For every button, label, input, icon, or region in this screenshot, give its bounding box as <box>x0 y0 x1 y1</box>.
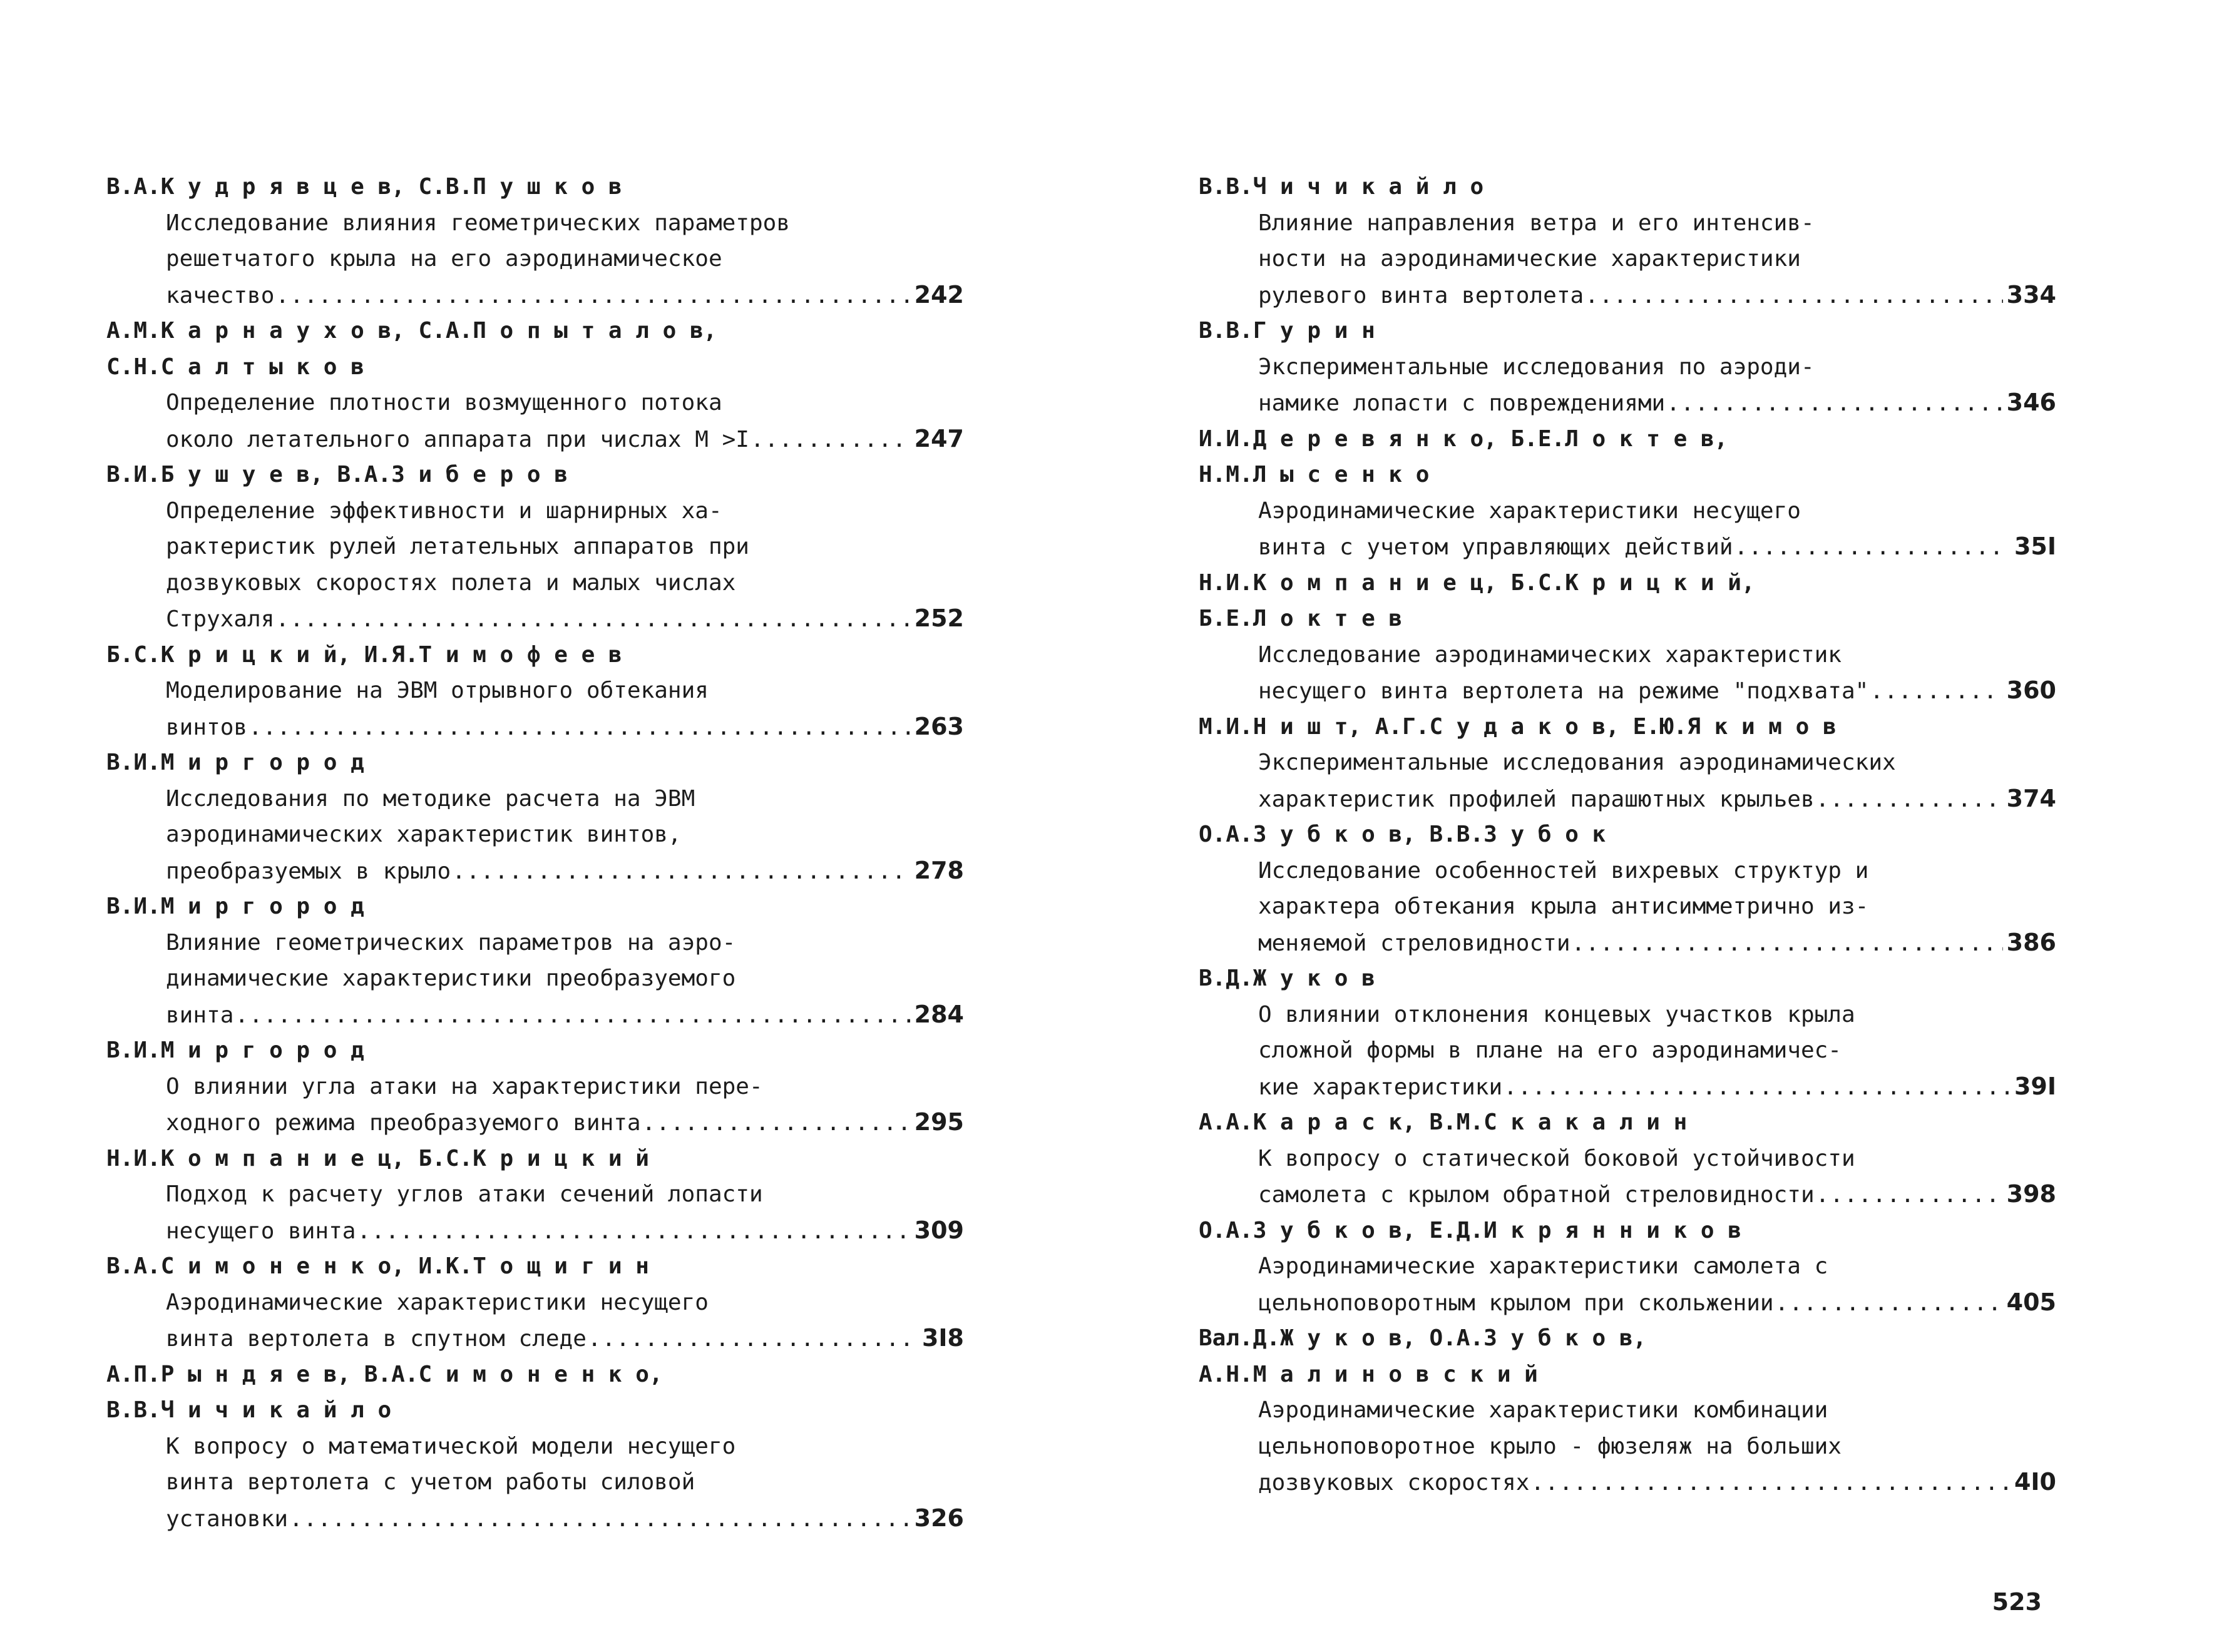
entry-title-last-line <box>106 853 964 889</box>
entry-authors: О.А.З у б к о в, Е.Д.И к р я н н и к о в <box>1199 1217 1741 1243</box>
entry-title-last-line <box>106 1213 964 1249</box>
entry-title-text: несущего винта <box>166 1218 356 1244</box>
entry-title-line: Аэродинамические характеристики самолета с <box>1258 1253 1828 1279</box>
entry-authors: В.В.Г у р и н <box>1199 318 1375 344</box>
entry-title-line: Влияние геометрических параметров на аэро- <box>166 929 736 956</box>
entry-title-text: кие характеристики <box>1258 1074 1503 1100</box>
entry-authors: М.И.Н и ш т, А.Г.С у д а к о в, Е.Ю.Я к и м о в <box>1199 713 1837 740</box>
entry-authors: Вал.Д.Ж у к о в, О.А.З у б к о в, <box>1199 1325 1647 1351</box>
toc-entry <box>106 313 964 457</box>
entry-title-last-line <box>1199 1464 2056 1501</box>
entry-title-line: характера обтекания крыла антисимметрично из- <box>1258 894 1869 919</box>
entry-page-number: 398 <box>2006 1180 2056 1208</box>
toc-entry <box>106 1141 964 1249</box>
toc-entry <box>1199 169 2056 313</box>
toc-entry <box>106 1032 964 1141</box>
right-column <box>1199 169 2056 1501</box>
entry-title-text: около летательного аппарата при числах М >I <box>166 426 749 452</box>
entry-title-text: дозвуковых скоростях <box>1258 1470 1530 1496</box>
entry-title-line: рактеристик рулей летательных аппаратов при <box>166 534 749 559</box>
toc-entry <box>106 169 964 313</box>
toc-entry <box>1199 961 2056 1104</box>
entry-page-number: 326 <box>914 1504 964 1532</box>
entry-title-line: О влиянии отклонения концевых участков крыла <box>1258 1001 1855 1027</box>
entry-authors: В.Д.Ж у к о в <box>1199 966 1375 991</box>
toc-entry <box>1199 565 2056 709</box>
dot-leader <box>289 1501 911 1537</box>
entry-title-line: динамические характеристики преобразуемого <box>166 966 736 991</box>
entry-title-text: Струхаля <box>166 606 275 632</box>
entry-page-number: 386 <box>2006 928 2056 956</box>
entry-page-number: 360 <box>2006 676 2056 704</box>
entry-title-line: Подход к расчету углов атаки сечений лопасти <box>166 1181 763 1207</box>
dot-leader <box>452 854 911 889</box>
entry-page-number: 242 <box>914 280 964 308</box>
entry-title-line: О влиянии угла атаки на характеристики пере- <box>166 1073 763 1099</box>
entry-title-line: аэродинамических характеристик винтов, <box>166 822 682 847</box>
entry-title-last-line <box>1199 1176 2056 1213</box>
dot-leader <box>751 422 911 457</box>
entry-title-line: Экспериментальные исследования по аэроди- <box>1258 354 1815 380</box>
toc-entry <box>106 889 964 1032</box>
entry-title-last-line <box>1199 1285 2056 1321</box>
entry-authors: Б.С.К р и ц к и й, И.Я.Т и м о ф е е в <box>106 641 622 668</box>
dot-leader <box>1816 1177 2003 1213</box>
entry-title-line: ности на аэродинамические характеристики <box>1258 246 1801 272</box>
entry-title-text: винта с учетом управляющих действий <box>1258 534 1733 560</box>
toc-entry <box>1199 1213 2056 1321</box>
entry-page-number: 405 <box>2006 1288 2056 1316</box>
entry-title-line: Исследование особенностей вихревых структур и <box>1258 857 1869 884</box>
entry-title-text: меняемой стреловидности <box>1258 930 1570 956</box>
dot-leader <box>1585 278 2003 314</box>
entry-title-line: К вопросу о статической боковой устойчивости <box>1258 1145 1855 1171</box>
entry-title-last-line <box>106 997 964 1033</box>
entry-title-text: преобразуемых в крыло <box>166 858 451 884</box>
toc-entry <box>1199 1320 2056 1501</box>
dot-leader <box>275 601 910 637</box>
entry-authors: В.И.Б у ш у е в, В.А.З и б е р о в <box>106 462 568 487</box>
entry-page-number: 252 <box>914 604 964 632</box>
entry-title-text: винтов <box>166 714 248 740</box>
entry-authors: В.А.С и м о н е н к о, И.К.Т о щ и г и н <box>106 1253 649 1279</box>
dot-leader <box>642 1105 911 1141</box>
entry-title-line: Исследование влияния геометрических параметров <box>166 210 790 236</box>
entry-title-text: ходного режима преобразуемого винта <box>166 1110 641 1136</box>
entry-title-line: Аэродинамические характеристики несущего <box>166 1289 709 1315</box>
entry-title-line: Определение плотности возмущенного потока <box>166 390 722 416</box>
entry-authors: В.И.М и р г о р о д <box>106 894 364 919</box>
entry-title-last-line <box>106 1501 964 1537</box>
entry-page-number: 295 <box>914 1108 964 1136</box>
entry-page-number: 35I <box>2014 533 2056 560</box>
entry-page-number: 4I0 <box>2014 1468 2056 1496</box>
entry-authors-continued: Н.М.Л ы с е н к о <box>1199 462 1430 487</box>
entry-title-last-line <box>106 1104 964 1141</box>
entry-title-line: решетчатого крыла на его аэродинамическое <box>166 246 722 272</box>
entry-title-text: намике лопасти с повреждениями <box>1258 390 1666 416</box>
entry-title-text: цельноповоротным крылом при скольжении <box>1258 1290 1774 1316</box>
entry-page-number: 284 <box>914 1000 964 1028</box>
entry-page-number: 334 <box>2006 280 2056 308</box>
entry-page-number: 39I <box>2014 1072 2056 1100</box>
dot-leader <box>1816 782 2003 817</box>
entry-title-last-line <box>106 709 964 745</box>
dot-leader <box>1666 385 2002 421</box>
toc-entry <box>106 1357 964 1537</box>
entry-authors: В.И.М и р г о р о д <box>106 1038 364 1063</box>
entry-title-line: дозвуковых скоростях полета и малых числах <box>166 569 736 596</box>
toc-entry <box>1199 817 2056 961</box>
entry-title-line: Исследование аэродинамических характеристик <box>1258 641 1842 668</box>
entry-page-number: 263 <box>914 712 964 740</box>
dot-leader <box>1572 925 2003 961</box>
entry-title-last-line <box>1199 1069 2056 1105</box>
entry-authors: Н.И.К о м п а н и е ц, Б.С.К р и ц к и й, <box>1199 569 1755 596</box>
dot-leader <box>1530 1465 2009 1501</box>
toc-entry <box>1199 1104 2056 1213</box>
entry-page-number: 346 <box>2006 389 2056 416</box>
entry-title-text: самолета с крылом обратной стреловидности <box>1258 1182 1815 1208</box>
toc-entry <box>106 1248 964 1357</box>
entry-authors: Н.И.К о м п а н и е ц, Б.С.К р и ц к и й <box>106 1145 649 1171</box>
page-number: 523 <box>1992 1588 2042 1616</box>
entry-title-last-line <box>1199 385 2056 421</box>
entry-title-text: несущего винта вертолета на режиме "подхвата" <box>1258 678 1869 704</box>
entry-page-number: 278 <box>914 856 964 884</box>
toc-entry <box>1199 709 2056 817</box>
entry-authors-continued: В.В.Ч и ч и к а й л о <box>106 1397 392 1423</box>
entry-page-number: 374 <box>2006 784 2056 812</box>
dot-leader <box>357 1213 910 1249</box>
entry-title-last-line <box>106 601 964 637</box>
entry-title-line: К вопросу о математической модели несущего <box>166 1433 736 1459</box>
entry-title-text: винта вертолета в спутном следе <box>166 1326 587 1352</box>
dot-leader <box>588 1321 916 1357</box>
entry-title-line: Аэродинамические характеристики несущего <box>1258 497 1801 524</box>
entry-title-line: Влияние направления ветра и его интенсив- <box>1258 210 1815 236</box>
entry-title-text: характеристик профилей парашютных крыльев <box>1258 786 1815 812</box>
entry-page-number: 247 <box>914 424 964 452</box>
entry-authors-continued: Б.Е.Л о к т е в <box>1199 606 1403 631</box>
entry-authors: А.П.Р ы н д я е в, В.А.С и м о н е н к о, <box>106 1361 663 1387</box>
dot-leader <box>1734 529 2009 565</box>
entry-authors: В.И.М и р г о р о д <box>106 750 364 775</box>
entry-title-last-line <box>106 1320 964 1357</box>
entry-title-last-line <box>1199 277 2056 314</box>
entry-authors: В.А.К у д р я в ц е в, С.В.П у ш к о в <box>106 174 622 200</box>
dot-leader <box>1775 1285 2003 1321</box>
entry-authors: В.В.Ч и ч и к а й л о <box>1199 174 1484 200</box>
entry-title-last-line <box>1199 529 2056 565</box>
entry-authors-continued: А.Н.М а л и н о в с к и й <box>1199 1361 1538 1387</box>
entry-title-last-line <box>106 277 964 314</box>
entry-title-line: Аэродинамические характеристики комбинации <box>1258 1397 1828 1423</box>
entry-title-last-line <box>1199 673 2056 709</box>
entry-title-text: рулевого винта вертолета <box>1258 282 1584 308</box>
toc-entry <box>106 637 964 745</box>
entry-title-line: цельноповоротное крыло - фюзеляж на больших <box>1258 1433 1842 1459</box>
dot-leader <box>235 997 910 1033</box>
dot-leader <box>1504 1069 2009 1105</box>
entry-title-last-line <box>1199 781 2056 817</box>
toc-entry <box>106 457 964 637</box>
toc-entry <box>106 745 964 889</box>
entry-title-line: Исследования по методике расчета на ЭВМ <box>166 785 695 812</box>
entry-title-line: винта вертолета с учетом работы силовой <box>166 1469 695 1495</box>
entry-authors: А.М.К а р н а у х о в, С.А.П о п ы т а л о в, <box>106 318 717 344</box>
entry-authors-continued: С.Н.С а л т ы к о в <box>106 354 364 380</box>
entry-page-number: 309 <box>914 1216 964 1244</box>
toc-entry <box>1199 313 2056 421</box>
entry-page-number: 3I8 <box>921 1324 964 1352</box>
entry-title-last-line <box>106 421 964 457</box>
left-column <box>106 169 964 1536</box>
dot-leader <box>275 278 910 314</box>
entry-title-line: Определение эффективности и шарнирных ха- <box>166 497 722 524</box>
entry-title-line: сложной формы в плане на его аэродинамичес- <box>1258 1038 1842 1063</box>
entry-title-text: установки <box>166 1506 289 1532</box>
dot-leader <box>248 710 911 745</box>
entry-title-text: винта <box>166 1002 234 1028</box>
entry-authors: А.А.К а р а с к, В.М.С к а к а л и н <box>1199 1109 1688 1135</box>
entry-title-text: качество <box>166 282 275 308</box>
entry-title-last-line <box>1199 925 2056 961</box>
toc-entry <box>1199 421 2056 565</box>
entry-authors: О.А.З у б к о в, В.В.З у б о к <box>1199 822 1606 847</box>
entry-title-line: Моделирование на ЭВМ отрывного обтекания <box>166 678 709 703</box>
dot-leader <box>1870 673 2002 709</box>
entry-title-line: Экспериментальные исследования аэродинамических <box>1258 750 1896 775</box>
entry-authors: И.И.Д е р е в я н к о, Б.Е.Л о к т е в, <box>1199 426 1728 452</box>
